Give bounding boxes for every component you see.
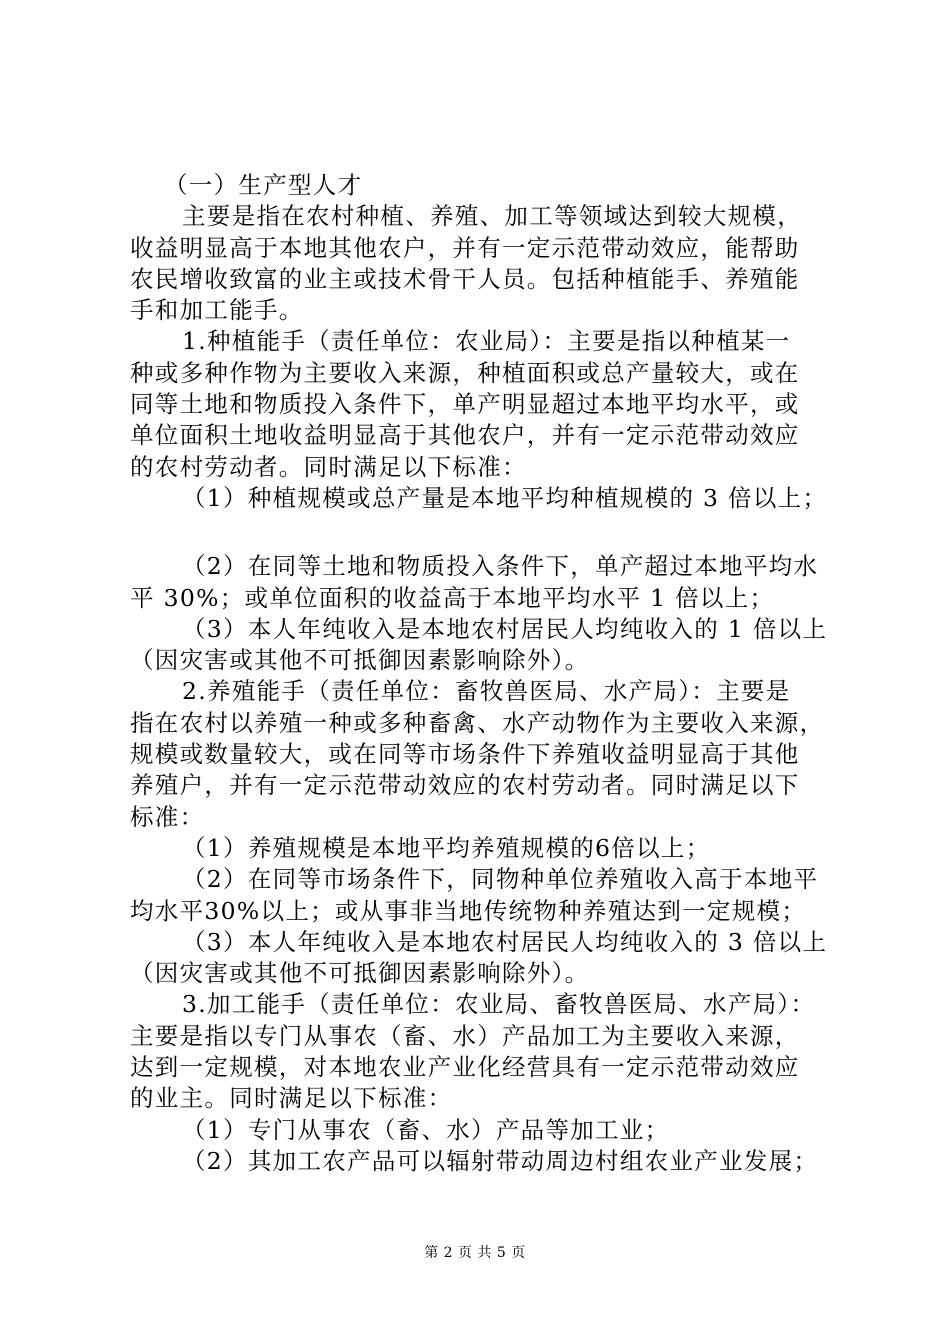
paragraph-line: 手和加工能手。 (130, 296, 304, 325)
subheading-line: 3.加工能手（责任单位：农业局、畜牧兽医局、水产局）： (182, 990, 816, 1019)
criteria-item: （2）其加工农产品可以辐射带动周边村组农业产业发展； (182, 1146, 819, 1175)
paragraph-line: 均水平30%以上；或从事非当地传统物种养殖达到一定规模； (130, 896, 807, 925)
paragraph-line: 规模或数量较大，或在同等市场条件下养殖收益明显高于其他 (130, 740, 800, 769)
paragraph-line: 平 30%；或单位面积的收益高于本地平均水平 1 倍以上； (130, 583, 775, 612)
paragraph-line: 主要是指以专门从事农（畜、水）产品加工为主要收入来源， (130, 1021, 800, 1050)
paragraph-line: 种或多种作物为主要收入来源，种植面积或总产量较大，或在 (130, 358, 800, 387)
document-body (130, 170, 834, 1177)
paragraph-line: 养殖户，并有一定示范带动效应的农村劳动者。同时满足以下 (130, 771, 800, 800)
paragraph-line: 单位面积土地收益明显高于其他农户，并有一定示范带动效应 (130, 421, 800, 450)
criteria-item: （3）本人年纯收入是本地农村居民人均纯收入的 3 倍以上 (182, 927, 828, 956)
subheading-line: 1.种植能手（责任单位：农业局）：主要是指以种植某一 (182, 327, 791, 356)
criteria-item: （1）专门从事农（畜、水）产品等加工业； (182, 1115, 670, 1144)
criteria-item: （2）在同等土地和物质投入条件下，单产超过本地平均水 (182, 552, 819, 581)
paragraph-line: 指在农村以养殖一种或多种畜禽、水产动物作为主要收入来源， (130, 708, 825, 737)
subheading-line: 2.养殖能手（责任单位：畜牧兽医局、水产局）：主要是 (182, 677, 791, 706)
paragraph-line: 同等土地和物质投入条件下，单产明显超过本地平均水平，或 (130, 390, 800, 419)
criteria-item: （1）种植规模或总产量是本地平均种植规模的 3 倍以上； (182, 483, 828, 512)
paragraph-line: 达到一定规模，对本地农业产业化经营具有一定示范带动效应 (130, 1053, 800, 1082)
paragraph-line: 的业主。同时满足以下标准： (130, 1084, 453, 1113)
criteria-item: （1）养殖规模是本地平均养殖规模的6倍以上； (182, 833, 711, 862)
paragraph-line: 农民增收致富的业主或技术骨干人员。包括种植能手、养殖能 (130, 264, 800, 293)
section-heading: （一）生产型人才 (164, 171, 363, 199)
paragraph-line: 标准： (130, 802, 205, 831)
criteria-item: （2）在同等市场条件下，同物种单位养殖收入高于本地平 (182, 865, 819, 894)
page-number-footer: 第 2 页 共 5 页 (424, 1245, 526, 1261)
paragraph-line: （因灾害或其他不可抵御因素影响除外）。 (130, 646, 590, 675)
paragraph-line: 的农村劳动者。同时满足以下标准： (130, 452, 527, 481)
paragraph-line: 主要是指在农村种植、养殖、加工等领域达到较大规模， (182, 202, 802, 231)
criteria-item: （3）本人年纯收入是本地农村居民人均纯收入的 1 倍以上 (182, 614, 828, 643)
paragraph-line: （因灾害或其他不可抵御因素影响除外）。 (130, 959, 590, 988)
paragraph-line: 收益明显高于本地其他农户，并有一定示范带动效应，能帮助 (130, 233, 800, 262)
blank-gap (130, 514, 834, 551)
